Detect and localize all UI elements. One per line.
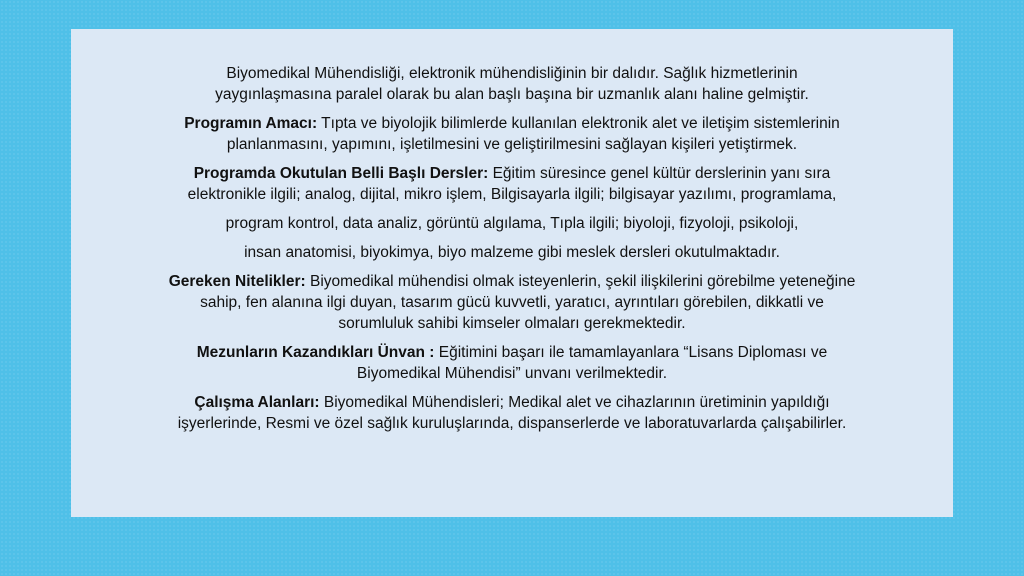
- program-purpose-line-2: planlanmasını, yapımını, işletilmesini ve geliştirilmesini sağlayan kişileri yetiştirmek.: [226, 136, 798, 153]
- intro-line-1: Biyomedikal Mühendisliği, elektronik mühendisliğinin bir dalıdır. Sağlık hizmetlerinin: [226, 65, 798, 82]
- graduate-title-line-1: Eğitimini başarı ile tamamlayanlara “Lisans Diploması ve: [434, 344, 828, 361]
- courses-paragraph-continued-1: [77, 213, 947, 234]
- work-areas-label: Çalışma Alanları:: [194, 394, 320, 411]
- courses-line-2: elektronikle ilgili; analog, dijital, mikro işlem, Bilgisayarla ilgili; bilgisayar yazılımı, programlama,: [187, 186, 837, 203]
- courses-paragraph: [77, 163, 947, 205]
- work-areas-line-1: Biyomedikal Mühendisleri; Medikal alet ve cihazlarının üretiminin yapıldığı: [319, 394, 830, 411]
- qualifications-line-2: sahip, fen alanına ilgi duyan, tasarım gücü kuvvetli, yaratıcı, ayrıntıları görebilen, dikkatli ve: [200, 294, 824, 311]
- courses-label: Programda Okutulan Belli Başlı Dersler:: [193, 165, 489, 182]
- qualifications-line-1: Biyomedikal mühendisi olmak isteyenlerin, şekil ilişkilerini görebilme yeteneğine: [305, 273, 856, 290]
- content-panel: [71, 29, 953, 517]
- qualifications-line-3: sorumluluk sahibi kimseler olmaları gerekmektedir.: [338, 315, 686, 332]
- courses-paragraph-continued-2: [77, 242, 947, 263]
- courses-line-4: insan anatomisi, biyokimya, biyo malzeme gibi meslek dersleri okutulmaktadır.: [244, 244, 780, 261]
- intro-paragraph: [77, 63, 947, 105]
- courses-line-1: Eğitim süresince genel kültür derslerinin yanı sıra: [488, 165, 831, 182]
- program-purpose-line-1: Tıpta ve biyolojik bilimlerde kullanılan elektronik alet ve iletişim sistemlerinin: [317, 115, 840, 132]
- graduate-title-label: Mezunların Kazandıkları Ünvan :: [196, 344, 435, 361]
- work-areas-paragraph: [77, 392, 947, 434]
- graduate-title-paragraph: [77, 342, 947, 384]
- courses-line-3: program kontrol, data analiz, görüntü algılama, Tıpla ilgili; biyoloji, fizyoloji, psikoloji,: [225, 215, 799, 232]
- graduate-title-line-2: Biyomedikal Mühendisi” unvanı verilmektedir.: [356, 365, 668, 382]
- qualifications-paragraph: [77, 271, 947, 334]
- qualifications-label: Gereken Nitelikler:: [168, 273, 306, 290]
- intro-line-2: yaygınlaşmasına paralel olarak bu alan başlı başına bir uzmanlık alanı haline gelmiştir.: [215, 86, 809, 103]
- program-purpose-paragraph: [77, 113, 947, 155]
- work-areas-line-2: işyerlerinde, Resmi ve özel sağlık kuruluşlarında, dispanserlerde ve laboratuvarlarda çalışabilirler.: [177, 415, 847, 432]
- program-purpose-label: Programın Amacı:: [184, 115, 318, 132]
